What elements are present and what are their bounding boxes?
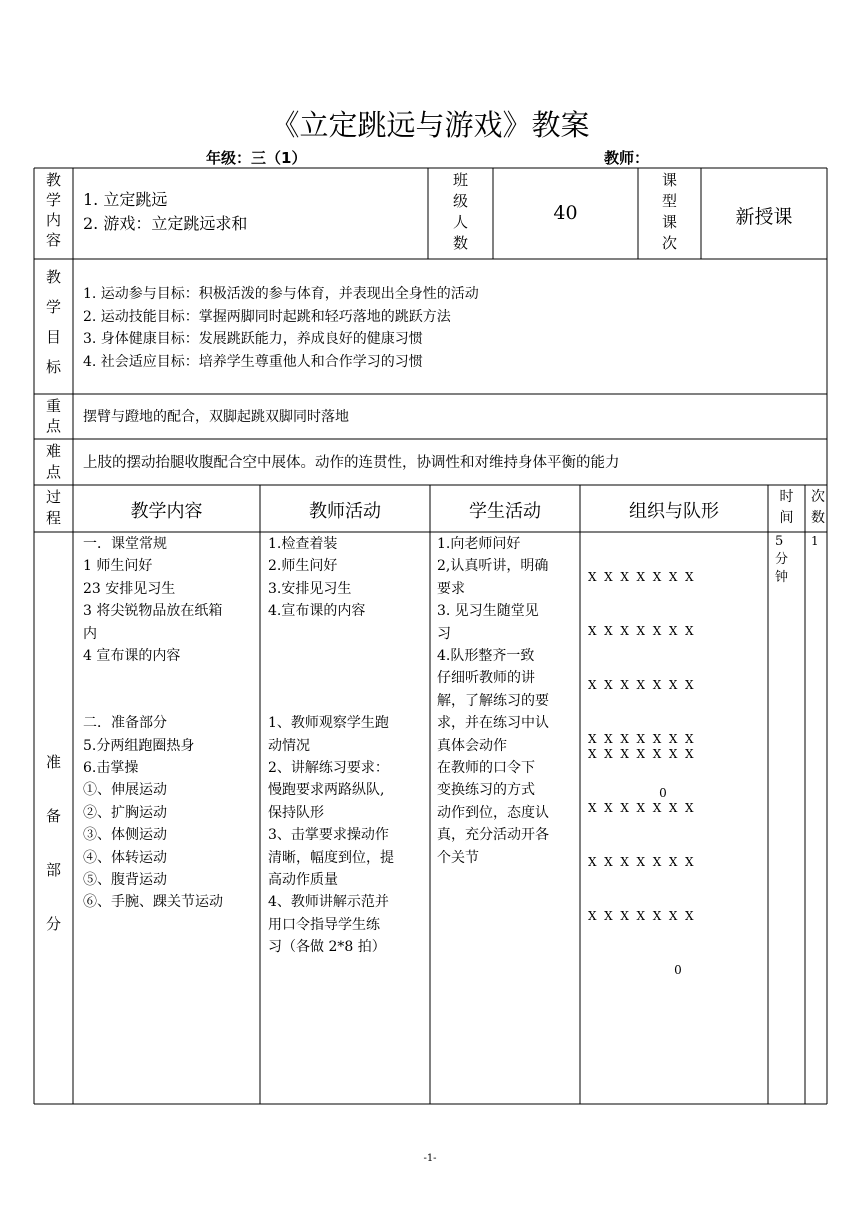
student-line: 1.向老师问好 bbox=[437, 536, 521, 552]
formation-row: X X X X X X X bbox=[588, 624, 694, 638]
student-line: 动作到位，态度认 bbox=[437, 804, 549, 821]
teacher-line: 高动作质量 bbox=[268, 872, 338, 889]
student-line: 2,认真听讲，明确 bbox=[437, 558, 549, 575]
student-line: 解，了解练习的要 bbox=[437, 692, 549, 709]
difficulty-label bbox=[34, 441, 73, 483]
teacher-line: 清晰，幅度到位，提 bbox=[268, 849, 394, 866]
content-line: ②、扩胸运动 bbox=[83, 804, 167, 821]
teacher-line bbox=[268, 690, 394, 712]
page-number: -1- bbox=[423, 1153, 437, 1164]
content-line: ⑤、腹背运动 bbox=[83, 872, 167, 889]
student-line: 仔细听教师的讲 bbox=[437, 670, 535, 687]
goal-item: 2. 运动技能目标：掌握两脚同时起跳和轻巧落地的跳跃方法 bbox=[83, 308, 451, 325]
content-line bbox=[83, 690, 223, 712]
grade-label: 年级：三（1） bbox=[206, 149, 307, 167]
teacher-line: 保持队形 bbox=[268, 804, 324, 821]
goal-item: 1. 运动参与目标：积极活泼的参与体育，并表现出全身性的活动 bbox=[83, 286, 479, 302]
teacher-line: 动情况 bbox=[268, 737, 310, 754]
goals-label bbox=[34, 262, 73, 382]
content-line: 内 bbox=[83, 625, 97, 642]
content-line bbox=[83, 667, 223, 689]
formation-row: X X X X X X X bbox=[588, 570, 694, 584]
formation-row: X X X X X X X bbox=[588, 747, 694, 761]
lesson-type-label-text: 课型课次 bbox=[661, 171, 677, 252]
content-line: ④、体转运动 bbox=[83, 849, 167, 866]
class-size-label-text: 班级人数 bbox=[452, 171, 468, 252]
header-process bbox=[34, 487, 73, 529]
lesson-type-value: 新授课 bbox=[735, 206, 793, 228]
content-label-text: 教学内容 bbox=[45, 171, 61, 249]
teacher-line: 4、教师讲解示范并 bbox=[268, 894, 389, 911]
content-line: 1 师生问好 bbox=[83, 558, 153, 575]
content-line: 5.分两组跑圈热身 bbox=[83, 737, 195, 754]
key-point-label-text: 重点 bbox=[45, 397, 61, 435]
teacher-line bbox=[268, 667, 394, 689]
class-size-value: 40 bbox=[553, 202, 578, 224]
teacher-line bbox=[268, 645, 394, 667]
student-line: 求，并在练习中认 bbox=[437, 715, 549, 732]
header-process-text: 过程 bbox=[45, 488, 61, 527]
content-line: 6.击掌操 bbox=[83, 760, 139, 777]
student-line: 在教师的口令下 bbox=[437, 760, 535, 777]
section-student bbox=[437, 533, 549, 869]
class-size-label bbox=[428, 170, 493, 254]
formation-row: X X X X X X X bbox=[588, 855, 694, 869]
goals-label-text: 教学目标 bbox=[45, 268, 61, 376]
header-time bbox=[768, 487, 805, 529]
lesson-type-label bbox=[638, 170, 701, 254]
formation-teacher-mark: 0 bbox=[659, 786, 667, 800]
header-content: 教学内容 bbox=[130, 501, 203, 522]
teacher-line: 4.宣布课的内容 bbox=[268, 603, 366, 620]
teacher-line: 1.检查着装 bbox=[268, 536, 338, 552]
teacher-line bbox=[268, 623, 394, 645]
teacher-line: 1、教师观察学生跑 bbox=[268, 715, 389, 732]
header-organization: 组织与队形 bbox=[629, 501, 719, 522]
content-line: ⑥、手腕、踝关节运动 bbox=[83, 894, 223, 911]
formation-row: X X X X X X X bbox=[588, 678, 694, 692]
teacher-line: 3.安排见习生 bbox=[268, 580, 352, 597]
header-student: 学生活动 bbox=[469, 501, 541, 522]
teacher-line: 2.师生问好 bbox=[268, 558, 338, 575]
content-line: ①、伸展运动 bbox=[83, 782, 167, 799]
key-point-label bbox=[34, 396, 73, 436]
difficulty-text: 上肢的摆动抬腿收腹配合空中展体。动作的连贯性，协调性和对维持身体平衡的能力 bbox=[83, 455, 620, 471]
teacher-line: 慢跑要求两路纵队, bbox=[268, 782, 385, 799]
section-content bbox=[83, 533, 223, 914]
student-line: 个关节 bbox=[437, 849, 479, 866]
header-count bbox=[805, 487, 827, 529]
formation-diagram-2 bbox=[588, 709, 768, 997]
goal-item: 4. 社会适应目标：培养学生尊重他人和合作学习的习惯 bbox=[83, 353, 423, 370]
section-label bbox=[34, 735, 73, 951]
content-line: 3 将尖锐物品放在纸箱 bbox=[83, 603, 223, 620]
content-label bbox=[34, 170, 73, 250]
content-line: 二．准备部分 bbox=[83, 715, 167, 732]
section-label-text: 准备部分 bbox=[45, 753, 61, 933]
header-count-text: 次数 bbox=[811, 489, 825, 526]
content-items bbox=[83, 188, 247, 236]
goals-list bbox=[83, 283, 479, 373]
goal-item: 3. 身体健康目标：发展跳跃能力，养成良好的健康习惯 bbox=[83, 331, 423, 347]
formation-row: X X X X X X X bbox=[588, 801, 694, 815]
content-line: 一．课堂常规 bbox=[83, 536, 167, 552]
formation-teacher-mark: 0 bbox=[674, 963, 682, 977]
key-point-text: 摆臂与蹬地的配合，双脚起跳双脚同时落地 bbox=[83, 409, 349, 425]
formation-row: X X X X X X X bbox=[588, 909, 694, 923]
content-line: 4 宣布课的内容 bbox=[83, 648, 181, 665]
content-item: 2. 游戏：立定跳远求和 bbox=[83, 214, 248, 233]
section-teacher bbox=[268, 533, 394, 959]
student-line: 4.队形整齐一致 bbox=[437, 648, 535, 665]
student-line: 习 bbox=[437, 625, 451, 642]
teacher-line: 习（各做 2*8 拍） bbox=[268, 939, 386, 956]
header-time-text: 时间 bbox=[779, 489, 794, 526]
student-line: 3. 见习生随堂见 bbox=[437, 603, 539, 620]
formation-row: X X X X X X X bbox=[588, 732, 694, 746]
difficulty-label-text: 难点 bbox=[45, 442, 61, 481]
content-line: ③、体侧运动 bbox=[83, 827, 167, 844]
content-item: 1. 立定跳远 bbox=[83, 190, 168, 209]
teacher-label: 教师： bbox=[604, 149, 650, 167]
student-line: 变换练习的方式 bbox=[437, 782, 535, 799]
student-line: 要求 bbox=[437, 580, 465, 597]
teacher-line: 3、击掌要求操动作 bbox=[268, 827, 389, 844]
section-time-text: 5分钟 bbox=[775, 534, 789, 585]
student-line: 真体会动作 bbox=[437, 737, 507, 754]
section-time bbox=[775, 533, 789, 587]
page-title: 《立定跳远与游戏》教案 bbox=[270, 108, 590, 142]
content-line: 23 安排见习生 bbox=[83, 580, 176, 597]
section-count: 1 bbox=[811, 534, 819, 548]
student-line: 真，充分活动开各 bbox=[437, 827, 549, 844]
teacher-line: 2、讲解练习要求： bbox=[268, 760, 389, 776]
header-teacher: 教师活动 bbox=[309, 501, 381, 522]
teacher-line: 用口令指导学生练 bbox=[268, 916, 380, 933]
